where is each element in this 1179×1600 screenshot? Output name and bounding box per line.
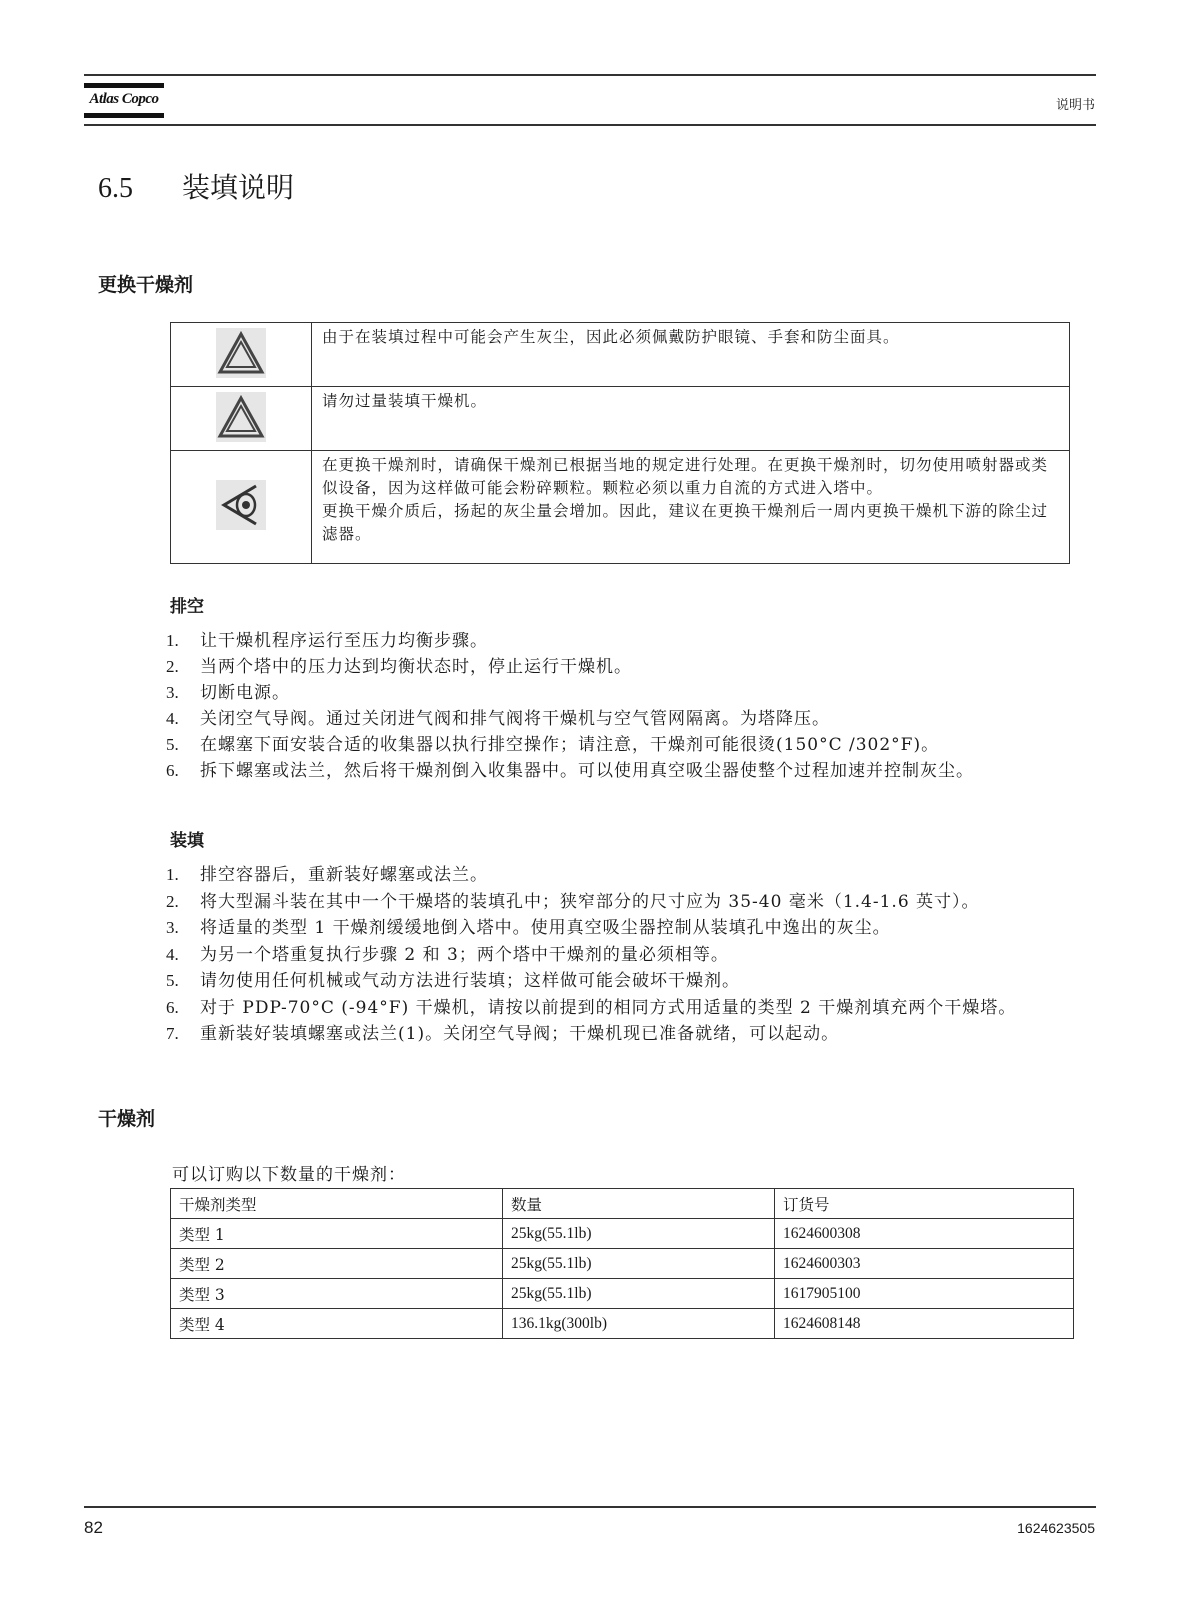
list-item: 5. 在螺塞下面安装合适的收集器以执行排空操作；请注意，干燥剂可能很烫(150°C /302°F)。: [166, 735, 940, 755]
table-cell: 1624600303: [775, 1249, 1074, 1279]
drain-steps: [166, 628, 1066, 784]
fill-steps: [166, 862, 1066, 1048]
column-header: 数量: [503, 1189, 775, 1219]
document-type-label: 说明书: [1055, 98, 1095, 113]
list-item: 6. 拆下螺塞或法兰，然后将干燥剂倒入收集器中。可以使用真空吸尘器使整个过程加速并控制灰尘。: [166, 761, 974, 781]
table-cell: 25kg(55.1lb): [503, 1219, 775, 1249]
section-title: [98, 166, 294, 206]
table-cell: 1624600308: [775, 1219, 1074, 1249]
table-row: [171, 1309, 1074, 1339]
table-cell: 1624608148: [775, 1309, 1074, 1339]
table-cell: 25kg(55.1lb): [503, 1279, 775, 1309]
eye-notice-icon: [216, 480, 266, 530]
list-item: 2. 当两个塔中的压力达到均衡状态时，停止运行干燥机。: [166, 657, 632, 677]
notice-paragraph: 更换干燥介质后，扬起的灰尘量会增加。因此，建议在更换干燥剂后一周内更换干燥机下游的除尘过滤器。: [322, 502, 1049, 543]
warning-row: [171, 451, 1070, 564]
warning-icon-cell: [171, 323, 312, 387]
brand-logo-text: Atlas Copco: [89, 91, 159, 107]
list-item: 4. 为另一个塔重复执行步骤 2 和 3；两个塔中干燥剂的量必须相等。: [166, 944, 729, 965]
warning-row: [171, 387, 1070, 451]
list-item: 5. 请勿使用任何机械或气动方法进行装填；这样做可能会破坏干燥剂。: [166, 971, 740, 991]
table-header-row: [171, 1189, 1074, 1219]
brand-logo: [84, 78, 164, 123]
column-header: 干燥剂类型: [171, 1189, 503, 1219]
table-cell: 类型 2: [171, 1249, 503, 1279]
header-bottom-rule: [84, 124, 1096, 126]
list-item: 3. 将适量的类型 1 干燥剂缓缓地倒入塔中。使用真空吸尘器控制从装填孔中逸出的灰尘。: [166, 918, 891, 938]
table-cell: 1617905100: [775, 1279, 1074, 1309]
desiccant-heading: 干燥剂: [98, 1108, 156, 1130]
table-cell: 25kg(55.1lb): [503, 1249, 775, 1279]
section-number: 6.5: [98, 173, 133, 204]
column-header: 订货号: [775, 1189, 1074, 1219]
fill-heading: 装填: [170, 831, 204, 851]
warning-triangle-icon: [216, 328, 266, 378]
table-cell: 类型 4: [171, 1309, 503, 1339]
table-row: [171, 1249, 1074, 1279]
document-number: 1624623505: [1017, 1520, 1095, 1536]
desiccant-table: [170, 1188, 1074, 1339]
page-number: 82: [84, 1518, 103, 1537]
section-title-text: 装填说明: [182, 171, 295, 204]
warning-text: 由于在装填过程中可能会产生灰尘，因此必须佩戴防护眼镜、手套和防尘面具。: [312, 323, 1070, 387]
drain-heading: 排空: [170, 597, 204, 617]
list-item: 3. 切断电源。: [166, 683, 290, 703]
warning-row: [171, 323, 1070, 387]
table-row: [171, 1219, 1074, 1249]
list-item: 6. 对于 PDP-70°C (-94°F) 干燥机，请按以前提到的相同方式用适量的类型 2 干燥剂填充两个干燥塔。: [166, 997, 1017, 1018]
list-item: 1. 排空容器后，重新装好螺塞或法兰。: [166, 865, 488, 885]
table-cell: 类型 3: [171, 1279, 503, 1309]
table-cell: 136.1kg(300lb): [503, 1309, 775, 1339]
list-item: 4. 关闭空气导阀。通过关闭进气阀和排气阀将干燥机与空气管网隔离。为塔降压。: [166, 709, 830, 729]
notice-paragraph: 在更换干燥剂时，请确保干燥剂已根据当地的规定进行处理。在更换干燥剂时，切勿使用喷射器或类似设备，因为这样做可能会粉碎颗粒。颗粒必须以重力自流的方式进入塔中。: [322, 456, 1049, 497]
list-item: 7. 重新装好装填螺塞或法兰(1)。关闭空气导阀；干燥机现已准备就绪，可以起动。: [166, 1024, 840, 1044]
header-top-rule: [84, 74, 1096, 76]
desiccant-intro: 可以订购以下数量的干燥剂：: [172, 1165, 406, 1185]
list-item: 1. 让干燥机程序运行至压力均衡步骤。: [166, 631, 488, 651]
warning-triangle-icon: [216, 392, 266, 442]
warning-table: [170, 322, 1070, 564]
warning-text: 请勿过量装填干燥机。: [312, 387, 1070, 451]
notice-icon-cell: [171, 451, 312, 564]
replace-heading: 更换干燥剂: [98, 274, 194, 296]
footer-rule: [84, 1506, 1096, 1508]
table-cell: 类型 1: [171, 1219, 503, 1249]
notice-text: [312, 451, 1070, 564]
table-row: [171, 1279, 1074, 1309]
list-item: 2. 将大型漏斗装在其中一个干燥塔的装填孔中；狭窄部分的尺寸应为 35-40 毫米（1.4-1.6 英寸）。: [166, 891, 980, 912]
warning-icon-cell: [171, 387, 312, 451]
